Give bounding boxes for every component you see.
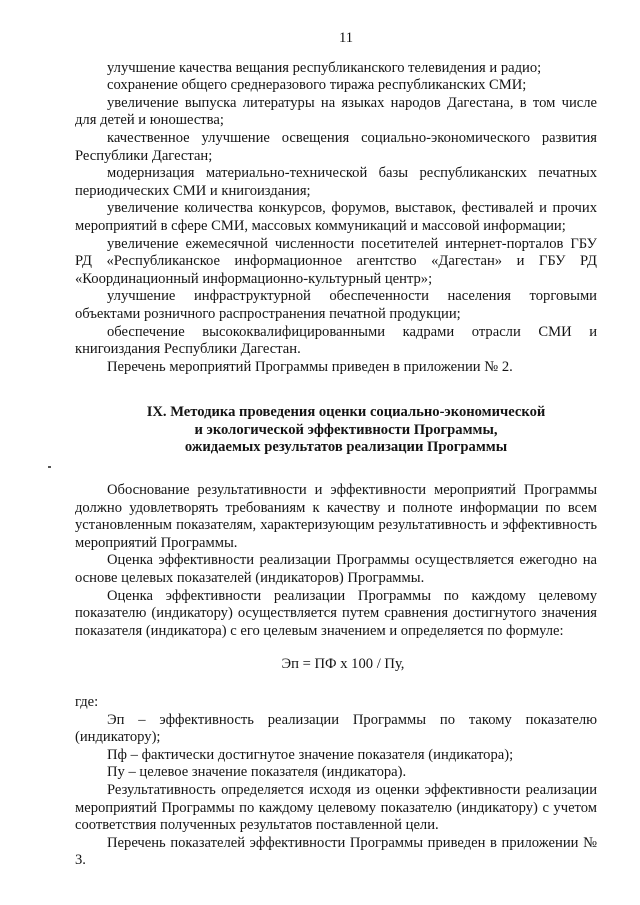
list-item: увеличение ежемесячной численности посетителей интернет-порталов ГБУ РД «Республиканское информационное агентство «Дагестан» и ГБУ РД «Координационный информационно-культурный центр»; [75, 235, 597, 287]
definition-pu: Пу – целевое значение показателя (индикатора). [107, 764, 407, 781]
list-item: сохранение общего среднеразового тиража республиканских СМИ; [107, 77, 527, 94]
paragraph: Обоснование результативности и эффективности мероприятий Программы должно удовлетворять требованиям к качеству и полноте информации по всем установленным показателям, характеризующим результативность и эффективность мероприятий Программы. [75, 482, 597, 551]
definition-ep: Эп – эффективность реализации Программы по такому показателю (индикатору); [75, 711, 597, 746]
list-item: увеличение количества конкурсов, форумов, выставок, фестивалей и прочих мероприятий в сфере СМИ, массовых коммуникаций и массовой информации; [75, 200, 597, 234]
list-item: увеличение выпуска литературы на языках народов Дагестана, в том числе для детей и юношества; [75, 94, 597, 129]
paragraph: Оценка эффективности реализации Программы осуществляется ежегодно на основе целевых показателей (индикаторов) Программы. [75, 552, 597, 587]
paragraph: Оценка эффективности реализации Программы по каждому целевому показателю (индикатору) осуществляется путем сравнения достигнутого значения показателя (индикатора) с его целевым значением и определяется по формуле: [75, 587, 597, 639]
list-item: улучшение качества вещания республиканского телевидения и радио; [107, 59, 542, 76]
page-number: 11 [338, 30, 354, 46]
efficiency-formula: Эп = ПФ х 100 / Пу, [281, 656, 405, 673]
list-item: улучшение инфраструктурной обеспеченности населения торговыми объектами розничного распространения печатной продукции; [75, 288, 597, 322]
heading-line: и экологической эффективности Программы, [194, 421, 498, 438]
list-item: модернизация материально-технической базы республиканских печатных периодических СМИ и книгоиздания; [75, 165, 597, 199]
methodology-section [75, 482, 597, 870]
paragraph: Результативность определяется исходя из оценки эффективности реализации мероприятий Программы по каждому целевому показателю (индикатору) с учетом соответствия полученных результатов поставленной цели. [75, 781, 597, 834]
appendix-3-reference: Перечень показателей эффективности Программы приведен в приложении № 3. [75, 834, 597, 869]
heading-line: ожидаемых результатов реализации Программы [184, 439, 508, 456]
list-item: обеспечение высококвалифицированными кадрами отрасли СМИ и книгоиздания Республики Дагестан. [75, 323, 597, 358]
expected-results-list [75, 60, 597, 377]
section-heading [75, 404, 597, 457]
document-page [75, 30, 597, 870]
where-label: где: [75, 694, 99, 710]
appendix-2-reference: Перечень мероприятий Программы приведен в приложении № 2. [107, 358, 513, 375]
definition-pf: Пф – фактически достигнутое значение показателя (индикатора); [107, 746, 514, 763]
scan-speck [48, 466, 51, 468]
heading-line: IX. Методика проведения оценки социально-экономической [146, 404, 546, 421]
list-item: качественное улучшение освещения социально-экономического развития Республики Дагестан; [75, 129, 597, 164]
